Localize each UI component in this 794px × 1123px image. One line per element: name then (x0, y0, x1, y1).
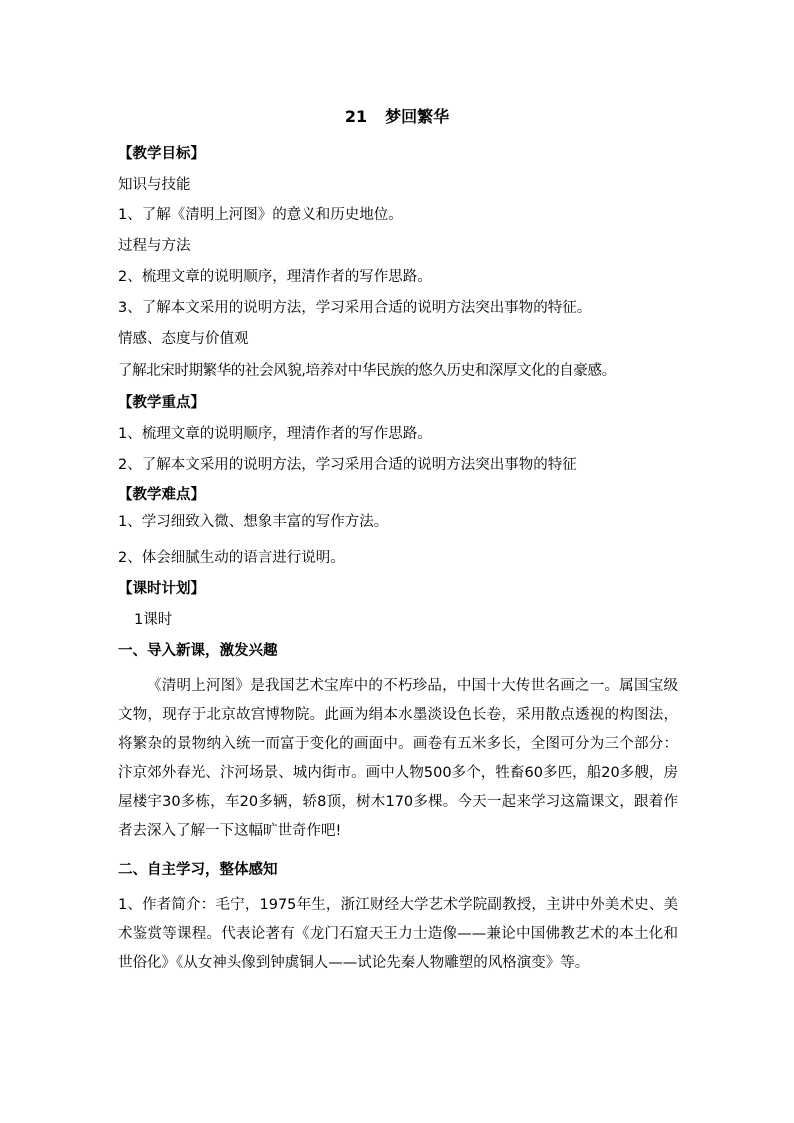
emotion-values-text: 了解北宋时期繁华的社会风貌,培养对中华民族的悠久历史和深厚文化的自豪感。 (118, 363, 616, 379)
teaching-difficulty-heading: 【教学难点】 (118, 487, 205, 503)
lesson-plan-text: 1课时 (134, 612, 173, 628)
process-method-heading: 过程与方法 (118, 238, 191, 254)
part-1-paragraph: 《清明上河图》是我国艺术宝库中的不朽珍品，中国十大传世名画之一。属国宝级文物，现存于北京故宫博物院。此画为绢本水墨淡设色长卷，采用散点透视的构图法，将繁杂的景物纳入统一而富于变化的画面中。画卷有五米多长，全图可分为三个部分：汴京郊外春光、汴河场景、城内街市。画中人物500多个，牲畜60多匹，船20多艘，房屋楼宇30多栋，车20多辆，轿8顶，树木170多棵。今天一起来学习这篇课文，跟着作者去深入了解一下这幅旷世奇作吧! (118, 678, 678, 839)
difficulty-item-1: 1、学习细致入微、想象丰富的写作方法。 (118, 514, 389, 530)
page-title (0, 106, 794, 128)
part-1-heading: 一、导入新课，激发兴趣 (118, 643, 278, 659)
author-intro-paragraph: 1、作者简介：毛宁，1975年生，浙江财经大学艺术学院副教授，主讲中外美术史、美术鉴赏等课程。代表论著有《龙门石窟天王力士造像——兼论中国佛教艺术的本土化和世俗化》《从女神头像到钟虡铜人——试论先秦人物雕塑的风格演变》等。 (118, 897, 678, 971)
goal-item-3: 3、了解本文采用的说明方法，学习采用合适的说明方法突出事物的特征。 (118, 300, 592, 316)
difficulty-item-2: 2、体会细腻生动的语言进行说明。 (118, 550, 345, 566)
goal-item-2: 2、梳理文章的说明顺序，理清作者的写作思路。 (118, 269, 432, 285)
teaching-key-heading: 【教学重点】 (118, 395, 205, 411)
lesson-title: 梦回繁华 (385, 107, 450, 126)
goal-item-1: 1、了解《清明上河图》的意义和历史地位。 (118, 207, 403, 223)
lesson-number: 21 (344, 107, 368, 126)
knowledge-skills-heading: 知识与技能 (118, 177, 191, 193)
key-item-2: 2、了解本文采用的说明方法，学习采用合适的说明方法突出事物的特征 (118, 457, 577, 473)
key-item-1: 1、梳理文章的说明顺序，理清作者的写作思路。 (118, 426, 432, 442)
teaching-goals-heading: 【教学目标】 (118, 146, 205, 162)
emotion-values-heading: 情感、态度与价值观 (118, 331, 249, 347)
part-2-heading: 二、自主学习，整体感知 (118, 862, 278, 878)
lesson-plan-heading: 【课时计划】 (118, 581, 205, 597)
